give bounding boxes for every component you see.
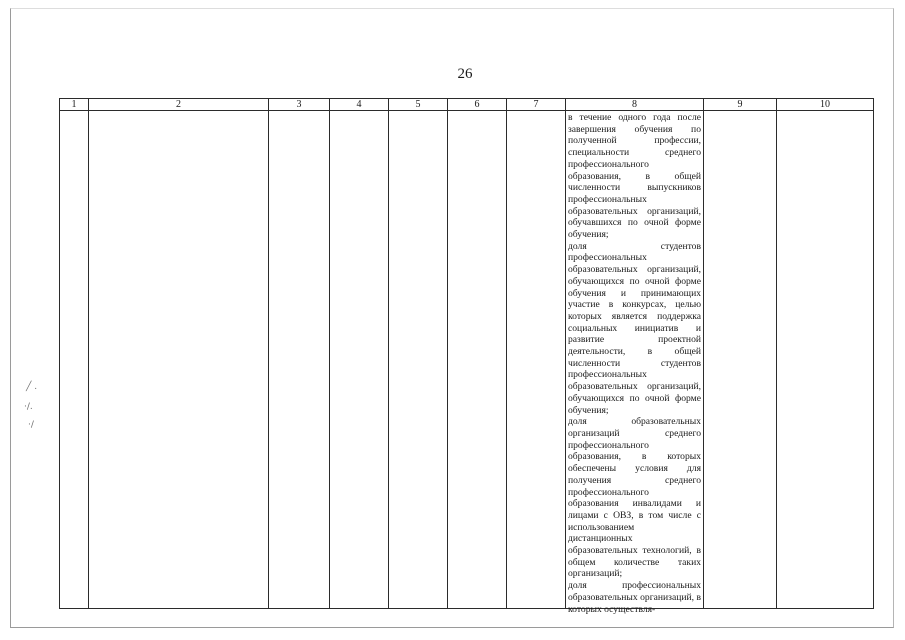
col-header-4: 4 <box>330 99 389 111</box>
cell-col-1 <box>60 111 89 609</box>
scan-artifact: ·/. <box>24 402 33 412</box>
col-header-7: 7 <box>507 99 566 111</box>
cell-col-10 <box>777 111 874 609</box>
cell-col-6 <box>448 111 507 609</box>
indicator-table <box>59 98 874 615</box>
indicator-paragraph: доля профессиональных образовательных организаций, в которых осуществля- <box>568 580 701 615</box>
cell-col-8 <box>566 111 704 615</box>
col-header-1: 1 <box>60 99 89 111</box>
indicator-paragraph: доля образовательных организаций среднего профессионального образования, в которых обеспечены условия для получения среднего профессионального образования инвалидами и лицами с ОВЗ, в том числе с использованием дистанционных образовательных технологий, в общем количестве таких организаций; <box>568 416 701 580</box>
col-header-6: 6 <box>448 99 507 111</box>
cell-col-3 <box>269 111 330 609</box>
indicator-paragraph: в течение одного года после завершения обучения по полученной профессии, специальности среднего профессионального образования, в общей численности выпускников профессиональных образовательных организаций, обучавшихся по очной форме обучения; <box>568 112 701 241</box>
col-header-9: 9 <box>704 99 777 111</box>
col-header-3: 3 <box>269 99 330 111</box>
col-header-10: 10 <box>777 99 874 111</box>
cell-col-5 <box>389 111 448 609</box>
header-row <box>60 99 874 111</box>
scan-artifact: ╱ . <box>26 382 38 392</box>
cell-col-4 <box>330 111 389 609</box>
indicator-text <box>566 111 703 615</box>
scan-artifact: ·/ <box>28 420 34 430</box>
table-row <box>60 111 874 609</box>
indicator-paragraph: доля студентов профессиональных образовательных организаций, обучающихся по очной форме обучения и принимающих участие в конкурсах, целью которых является поддержка социальных инициатив и развитие проектной деятельности, в общей численности студентов профессиональных образовательных организаций, обучающихся по очной форме обучения; <box>568 240 701 416</box>
cell-col-2 <box>89 111 269 609</box>
col-header-8: 8 <box>566 99 704 111</box>
cell-col-7 <box>507 111 566 609</box>
col-header-5: 5 <box>389 99 448 111</box>
col-header-2: 2 <box>89 99 269 111</box>
page-number: 26 <box>457 66 473 82</box>
cell-col-9 <box>704 111 777 609</box>
